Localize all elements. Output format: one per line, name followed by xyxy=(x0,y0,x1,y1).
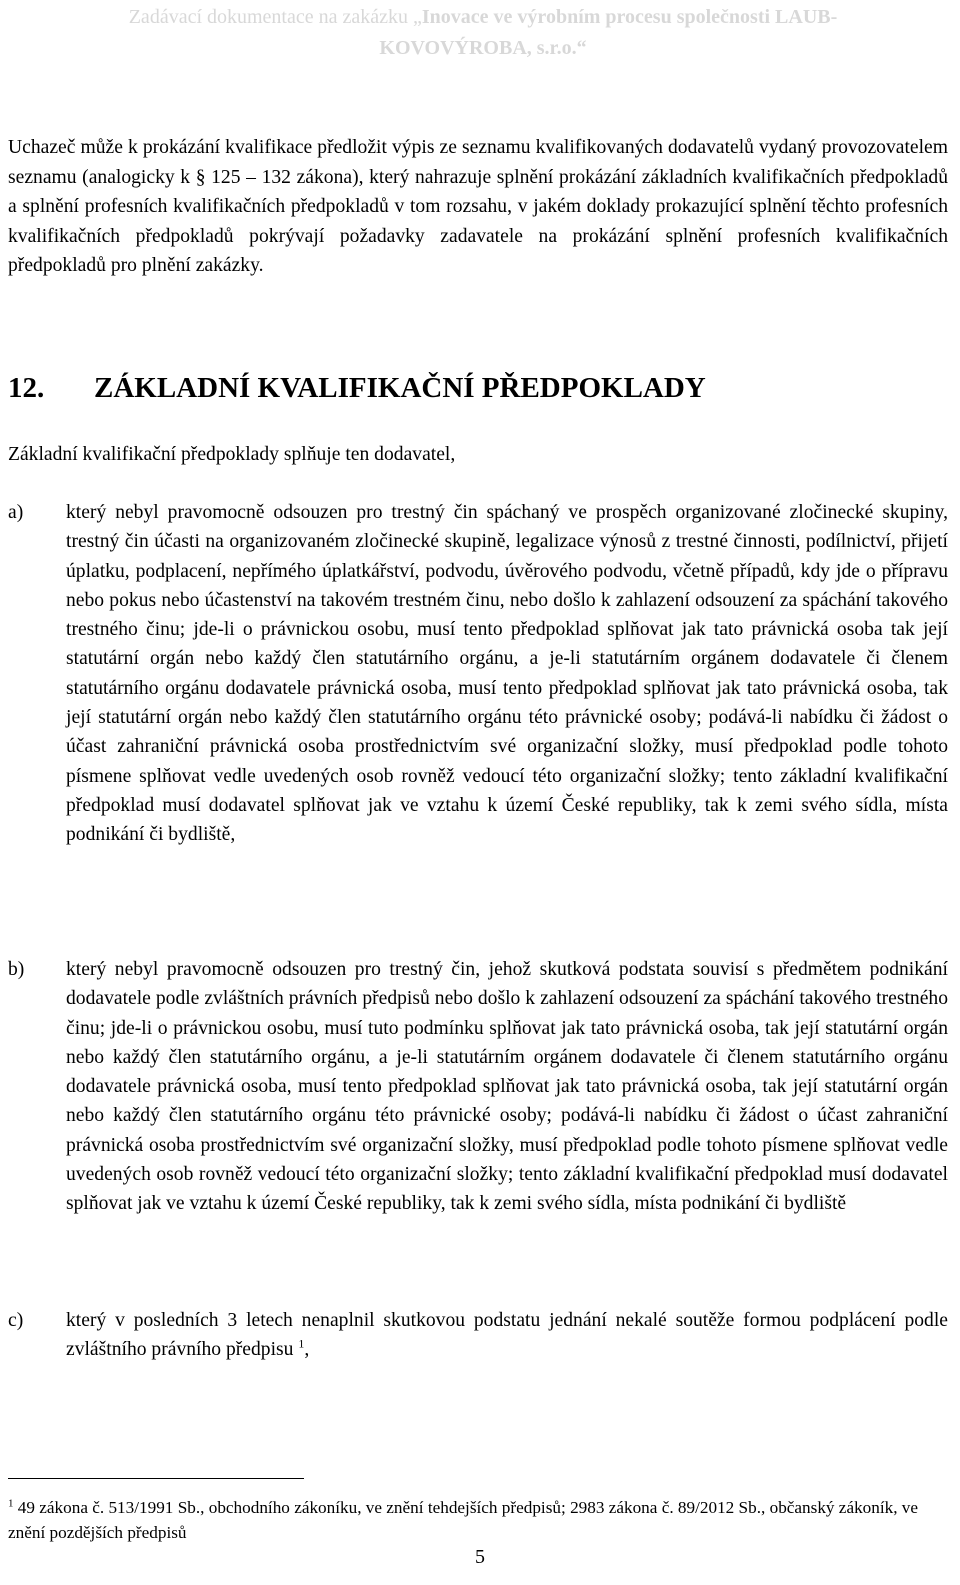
list-item-text: který nebyl pravomocně odsouzen pro trestný čin spáchaný ve prospěch organizované zločinecké skupiny, trestný čin účasti na organizovaném zločinecké skupině, legalizace výnosů z trestné činnosti, podílnictví, přijetí úplatku, podplacení, nepřímého úplatkářství, podvodu, úvěrového podvodu, včetně případů, kdy jde o přípravu nebo pokus nebo účastenství na takovém trestném činu, nebo došlo k zahlazení odsouzení za spáchání takového trestného činu; jde-li o právnickou osobu, musí tento předpoklad splňovat jak tato právnická osoba tak její statutární orgán nebo každý člen statutárního orgánu, a je-li statutárním orgánem dodavatele či členem statutárního orgánu dodavatele právnická osoba, musí tento předpoklad splňovat jak tato právnická osoba, tak její statutární orgán nebo každý člen statutárního orgánu této právnické osoby; podává-li nabídku či žádost o účast zahraniční právnická osoba prostřednictvím své organizační složky, musí předpoklad podle tohoto písmene splňovat vedle uvedených osob rovněž vedoucí této organizační složky; tento základní kvalifikační předpoklad musí dodavatel splňovat jak ve vztahu k území České republiky, tak k zemi svého sídla, místa podnikání či bydliště, xyxy=(66,502,948,846)
list-item-text-c xyxy=(66,1306,948,1365)
list-marker: b) xyxy=(8,959,25,980)
list-item-c xyxy=(8,1306,948,1365)
intro-paragraph: Uchazeč může k prokázání kvalifikace předložit výpis ze seznamu kvalifikovaných dodavatelů vydaný provozovatelem seznamu (analogicky k § 125 – 132 zákona), který nahrazuje splnění prokázání základních kvalifikačních předpokladů a splnění profesních kvalifikačních předpokladů v tom rozsahu, v jakém doklady prokazující splnění těchto profesních kvalifikačních předpokladů pokrývají požadavky zadavatele na prokázání splnění profesních kvalifikačních předpokladů pro plnění zakázky. xyxy=(8,137,948,277)
list-marker: c) xyxy=(8,1310,24,1331)
footnote-reference[interactable]: 1 xyxy=(298,1336,305,1351)
footnote-number: 1 xyxy=(8,1497,14,1510)
header-title: Inovace ve výrobním procesu společnosti LAUB-KOVOVÝROBA, s.r.o. xyxy=(379,6,838,59)
document-header xyxy=(68,2,898,64)
footnote xyxy=(8,1495,948,1545)
header-prefix: Zadávací dokumentace na zakázku „ xyxy=(128,6,422,28)
section-lead: Základní kvalifikační předpoklady splňuje ten dodavatel, xyxy=(8,444,456,465)
footnote-text: 49 zákona č. 513/1991 Sb., obchodního zákoníku, ve znění tehdejších předpisů; 2983 zákona č. 89/2012 Sb., občanský zákoník, ve znění pozdějších předpisů xyxy=(8,1498,919,1542)
section-title: ZÁKLADNÍ KVALIFIKAČNÍ PŘEDPOKLADY xyxy=(94,372,706,404)
list-item-b xyxy=(8,955,948,1219)
list-item-text: který nebyl pravomocně odsouzen pro trestný čin, jehož skutková podstata souvisí s předmětem podnikání dodavatele podle zvláštních právních předpisů nebo došlo k zahlazení odsouzení za spáchání takového trestného činu; jde-li o právnickou osobu, musí tuto podmínku splňovat jak tato právnická osoba, tak její statutární orgán nebo každý člen statutárního orgánu, a je-li statutárním orgánem dodavatele či členem statutárního orgánu dodavatele právnická osoba, musí tento předpoklad splňovat jak tato právnická osoba, tak její statutární orgán nebo každý člen statutárního orgánu této právnické osoby; podává-li nabídku či žádost o účast zahraniční právnická osoba prostřednictvím své organizační složky, musí předpoklad podle tohoto písmene splňovat vedle uvedených osob rovněž vedoucí této organizační složky; tento základní kvalifikační předpoklad musí dodavatel splňovat jak ve vztahu k území České republiky, tak k zemi svého sídla, místa podnikání či bydliště xyxy=(66,959,948,1215)
list-item-text: který v posledních 3 letech nenaplnil skutkovou podstatu jednání nekalé soutěže formou podplácení podle zvláštního právního předpisu xyxy=(66,1310,948,1361)
list-item-a xyxy=(8,498,948,850)
header-suffix: “ xyxy=(576,37,587,59)
list-marker: a) xyxy=(8,502,24,523)
list-item-text-end: , xyxy=(304,1339,310,1361)
section-heading xyxy=(8,372,706,405)
page-number: 5 xyxy=(475,1546,485,1568)
section-number: 12. xyxy=(8,372,45,404)
footnote-divider xyxy=(8,1478,304,1479)
